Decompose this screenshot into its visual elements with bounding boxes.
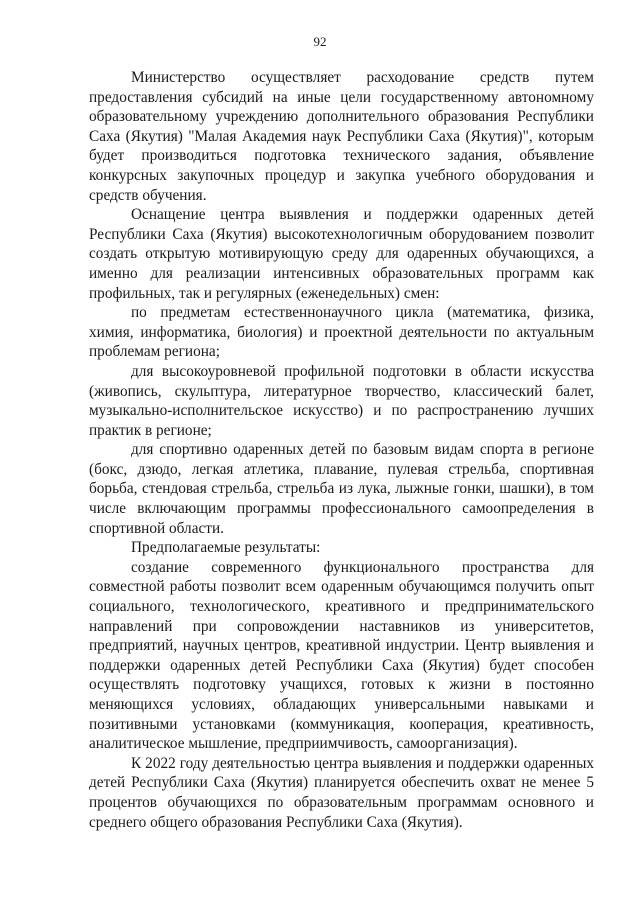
page-number: 92 [313, 34, 327, 49]
list-item-natural-sciences: по предметам естественнонаучного цикла (математика, физика, химия, информатика, биология) и проектной деятельности по актуальным проблемам региона; [89, 304, 594, 361]
document-body [89, 68, 594, 832]
list-item-sports: для спортивно одаренных детей по базовым видам спорта в регионе (бокс, дзюдо, легкая атлетика, плавание, пулевая стрельба, спортивная борьба, стендовая стрельба, стрельба из лука, лыжные гонки, шашки), в том числе включающим программы профессионального самоопределения в спортивной области. [89, 441, 594, 537]
paragraph-ministry-funding: Министерство осуществляет расходование средств путем предоставления субсидий на иные цели государственному автономному образовательному учреждению дополнительного образования Республики Саха (Якутия) "Малая Академия наук Республики Саха (Якутия)", которым будет производиться подготовка технического задания, объявление конкурсных закупочных процедур и закупка учебного оборудования и средств обучения. [89, 69, 594, 204]
paragraph-functional-space: создание современного функционального пространства для совместной работы позволит всем одаренным обучающимся получить опыт социального, технологического, креативного и предпринимательского направлений при сопровождении наставников из университетов, предприятий, научных центров, креативной индустрии. Центр выявления и поддержки одаренных детей Республики Саха (Якутия) будет способен осуществлять подготовку учащихся, готовых к жизни в постоянно меняющихся условиях, обладающих универсальными навыками и позитивными установками (коммуникация, кооперация, креативность, аналитическое мышление, предприимчивость, самоорганизация). [89, 558, 594, 753]
paragraph-center-equipment: Оснащение центра выявления и поддержки одаренных детей Республики Саха (Якутия) высокотехнологичным оборудованием позволит создать открытую мотивирующую среду для одаренных обучающихся, а именно для реализации интенсивных образовательных программ как профильных, так и регулярных (еженедельных) смен: [89, 206, 594, 302]
paragraph-2022-coverage: К 2022 году деятельностью центра выявления и поддержки одаренных детей Республики Саха (Якутия) планируется обеспечить охват не менее 5 процентов обучающихся по образовательным программам основного и среднего общего образования Республики Саха (Якутия). [89, 754, 594, 831]
expected-results-heading: Предполагаемые результаты: [131, 539, 321, 557]
list-item-arts: для высокоуровневой профильной подготовки в области искусства (живопись, скульптура, литературное творчество, классический балет, музыкально-исполнительское искусство) и по распространению лучших практик в регионе; [89, 362, 594, 439]
